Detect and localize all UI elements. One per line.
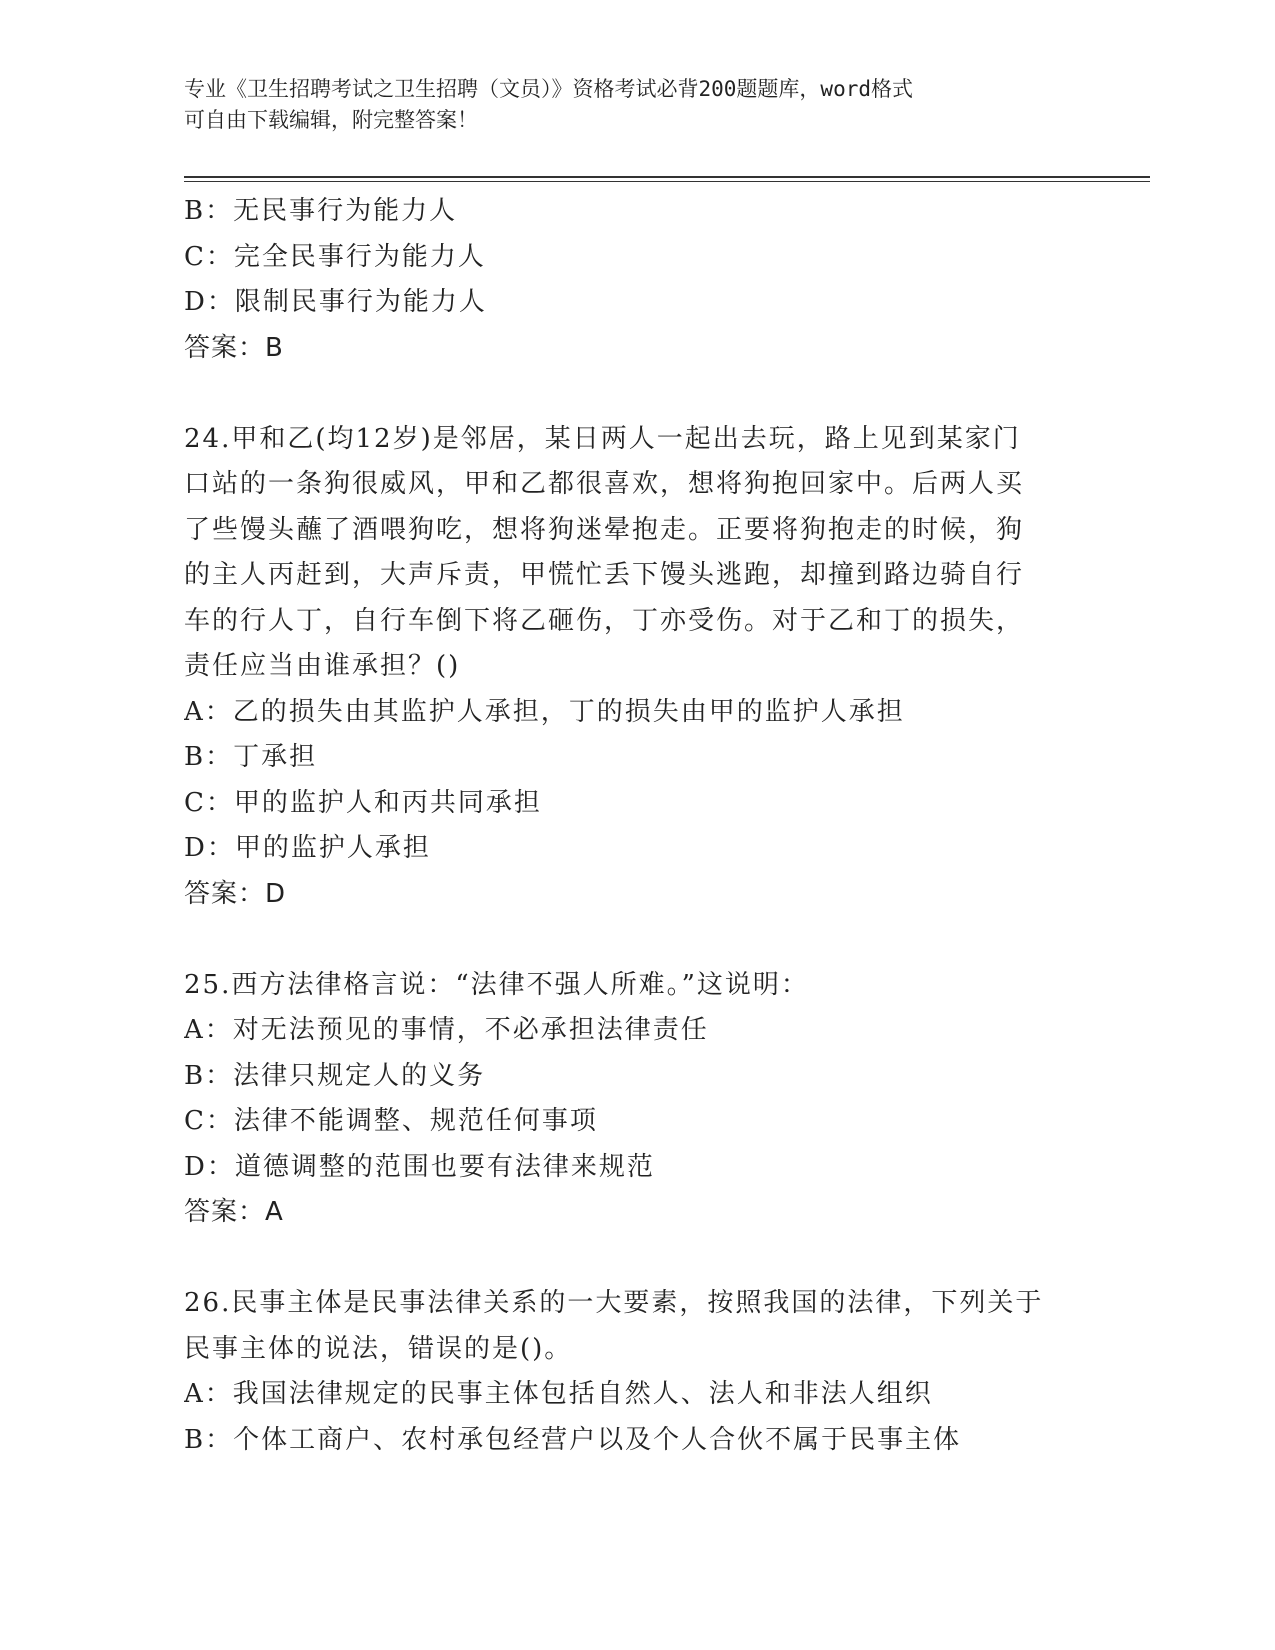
question-stem-line: 车的行人丁，自行车倒下将乙砸伤，丁亦受伤。对于乙和丁的损失， [184, 605, 1025, 636]
header-divider-thick [184, 176, 1150, 178]
question-stem-line: 责任应当由谁承担？() [184, 651, 461, 681]
option-c: C：甲的监护人和丙共同承担 [184, 787, 542, 818]
spacer [184, 371, 1114, 417]
option-b: B：法律只规定人的义务 [184, 1060, 486, 1091]
option-a: A：我国法律规定的民事主体包括自然人、法人和非法人组织 [184, 1379, 933, 1409]
answer-line: 答案：B [184, 332, 284, 363]
answer-line: 答案：D [184, 878, 287, 909]
question-stem-line: 25.西方法律格言说：“法律不强人所难。”这说明： [184, 969, 809, 1000]
header-divider-thin [184, 181, 1150, 182]
question-stem-line: 的主人丙赶到，大声斥责，甲慌忙丢下馒头逃跑，却撞到路边骑自行 [184, 560, 1025, 590]
option-c: C：完全民事行为能力人 [184, 241, 486, 272]
option-b: B：丁承担 [184, 742, 318, 772]
spacer [184, 917, 1114, 963]
question-stem-line: 口站的一条狗很威风，甲和乙都很喜欢，想将狗抱回家中。后两人买 [184, 469, 1025, 499]
option-d: D：甲的监护人承担 [184, 833, 431, 863]
question-24 [184, 417, 1114, 918]
spacer [184, 1236, 1114, 1282]
option-b: B：无民事行为能力人 [184, 196, 458, 226]
answer-line: 答案：A [184, 1197, 284, 1227]
option-a: A：对无法预见的事情，不必承担法律责任 [184, 1015, 709, 1045]
question-stem-line: 24.甲和乙(均12岁)是邻居，某日两人一起出去玩，路上见到某家门 [184, 423, 1021, 454]
question-26 [184, 1281, 1114, 1463]
option-d: D：限制民事行为能力人 [184, 287, 487, 317]
header-title-line-1: 专业《卫生招聘考试之卫生招聘（文员）》资格考试必背200题题库，word格式 [184, 77, 913, 101]
option-c: C：法律不能调整、规范任何事项 [184, 1106, 598, 1136]
question-stem-line: 26.民事主体是民事法律关系的一大要素，按照我国的法律，下列关于 [184, 1288, 1044, 1318]
header-title-line-2: 可自由下载编辑，附完整答案！ [184, 108, 478, 132]
question-stem-line: 民事主体的说法，错误的是()。 [184, 1333, 573, 1364]
question-23-tail [184, 189, 1114, 371]
option-d: D：道德调整的范围也要有法律来规范 [184, 1151, 655, 1182]
option-b: B：个体工商户、农村承包经营户以及个人合伙不属于民事主体 [184, 1424, 962, 1455]
document-header [184, 74, 1084, 136]
question-25 [184, 963, 1114, 1236]
question-content [184, 189, 1114, 1463]
option-a: A：乙的损失由其监护人承担，丁的损失由甲的监护人承担 [184, 696, 905, 727]
question-stem-line: 了些馒头蘸了酒喂狗吃，想将狗迷晕抱走。正要将狗抱走的时候，狗 [184, 514, 1025, 545]
